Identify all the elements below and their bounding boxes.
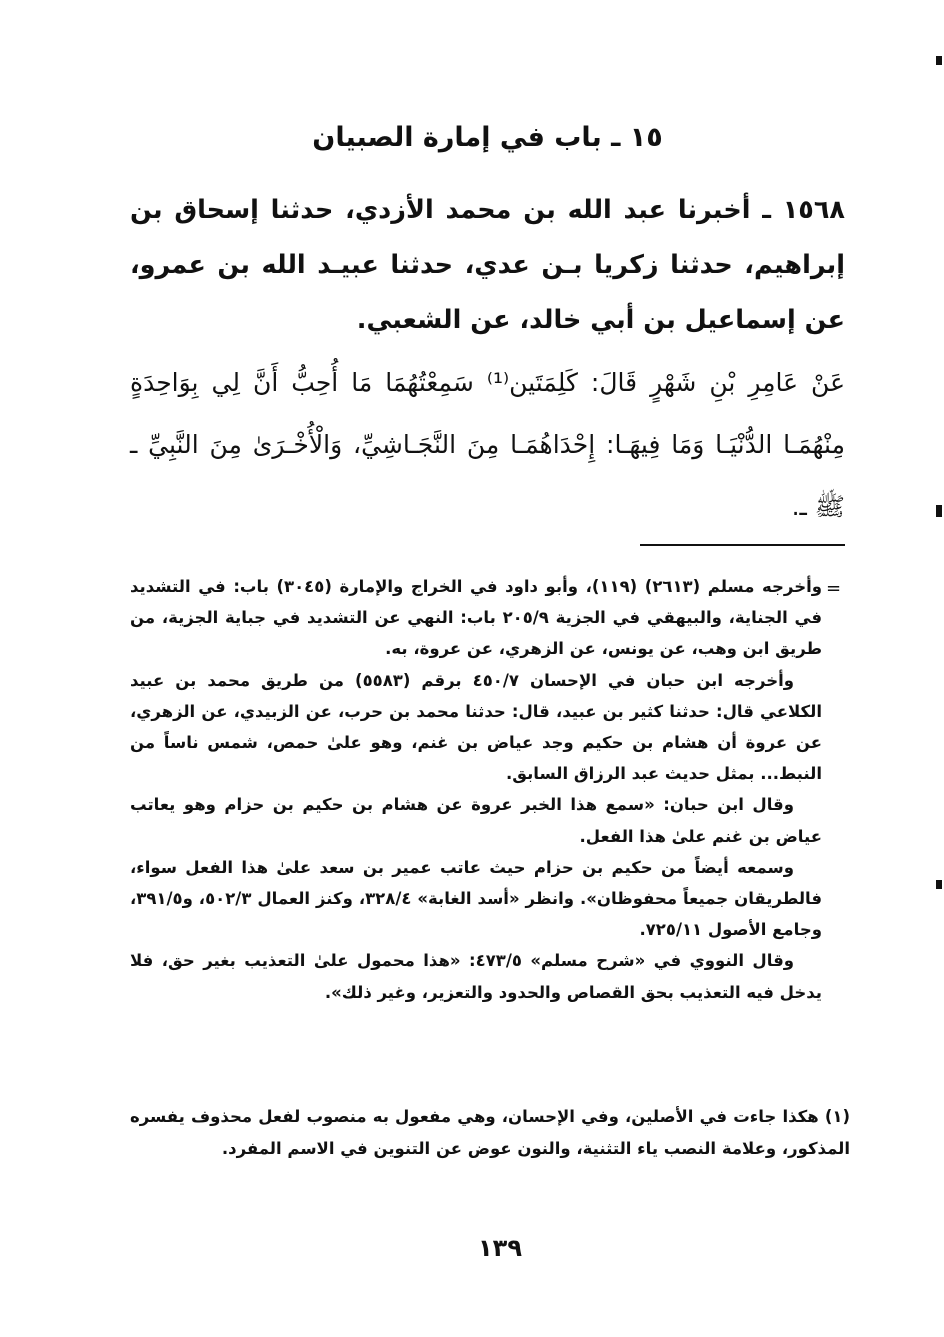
continuation-mark: = — [826, 578, 842, 599]
note-paragraph: وأخرجه مسلم (٢٦١٣) (١١٩)، وأبو داود في الخراج والإمارة (٣٠٤٥) باب: في التشديد في الجناية، والبيهقي في الجزية ٢٠٥/٩ باب: النهي عن التشديد في جباية الجزية، من طريق ابن وهب، عن يونس، عن الزهري، عن عروة، به. — [130, 577, 823, 659]
chapter-title: ١٥ ـ باب في إمارة الصبيان — [312, 122, 663, 153]
page-number: ١٣٩ — [478, 1234, 522, 1262]
note-paragraph: وسمعه أيضاً من حكيم بن حزام حيث عاتب عمير بن سعد علىٰ هذا الفعل سواء، فالطريقان جميعاً محفوظان». وانظر «أسد الغابة» ٣٢٨/٤، وكنز العمال ٥٠٢/٣، و٣٩١/٥، وجامع الأصول ٧٢٥/١١. — [130, 857, 823, 940]
note-paragraph: وقال النووي في «شرح مسلم» ٤٧٣/٥: «هذا محمول علىٰ التعذيب بغير حق، فلا يدخل فيه التعذيب بحق القصاص والحدود والتعزير، وغير ذلك». — [130, 951, 822, 1002]
scan-edge-mark — [936, 505, 942, 517]
note-paragraph: وأخرجه ابن حبان في الإحسان ٤٥٠/٧ برقم (٥٥٨٣) من طريق محمد بن عبيد الكلاعي قال: حدثنا كثير بن عبيد، قال: حدثنا محمد بن حرب، عن الزبيدي، عن الزهري، عن عروة أن هشام بن حكيم وجد عياض بن غنم، وهو علىٰ حمص، شمس ناساً من النبط... بمثل حديث عبد الرزاق السابق. — [130, 670, 822, 784]
footnote-divider — [640, 544, 845, 546]
hadith-chain: ١٥٦٨ ـ أخبرنا عبد الله بن محمد الأزدي، حدثنا إسحاق بن إبراهيم، حدثنا زكريا بـن عدي، حدثنا عبيـد الله بن عمرو، عن إسماعيل بن أبي خالد، عن الشعبي. — [130, 195, 845, 335]
note-paragraph: وقال ابن حبان: «سمع هذا الخبر عروة عن هشام بن حكيم بن حزام وهو يعاتب عياض بن غنم علىٰ هذا الفعل. — [130, 795, 822, 846]
notes-section — [130, 571, 822, 1008]
scan-edge-mark — [936, 56, 942, 65]
scan-edge-mark — [936, 880, 942, 889]
footnote: (١) هكذا جاءت في الأصلين، وفي الإحسان، وهي مفعول به منصوب لفعل محذوف يفسره المذكور، وعلامة النصب ياء التثنية، والنون عوض عن التنوين في الاسم المفرد. — [130, 1107, 850, 1158]
hadith-text: عَنْ عَامِرِ بْنِ شَهْرٍ قَالَ: كَلِمَتَين⁽¹⁾ سَمِعْتُهُمَا مَا أُحِبُّ أَنَّ لِي بِوَاحِدَةٍ مِنْهُمَـا الدُّنْيَـا وَمَا فِيهَـا: إِحْدَاهُمَـا مِنَ النَّجَـاشِيِّ، وَالْأُخْـرَىٰ مِنَ النَّبِيِّ ـ ﷺ ـ. — [130, 368, 845, 521]
